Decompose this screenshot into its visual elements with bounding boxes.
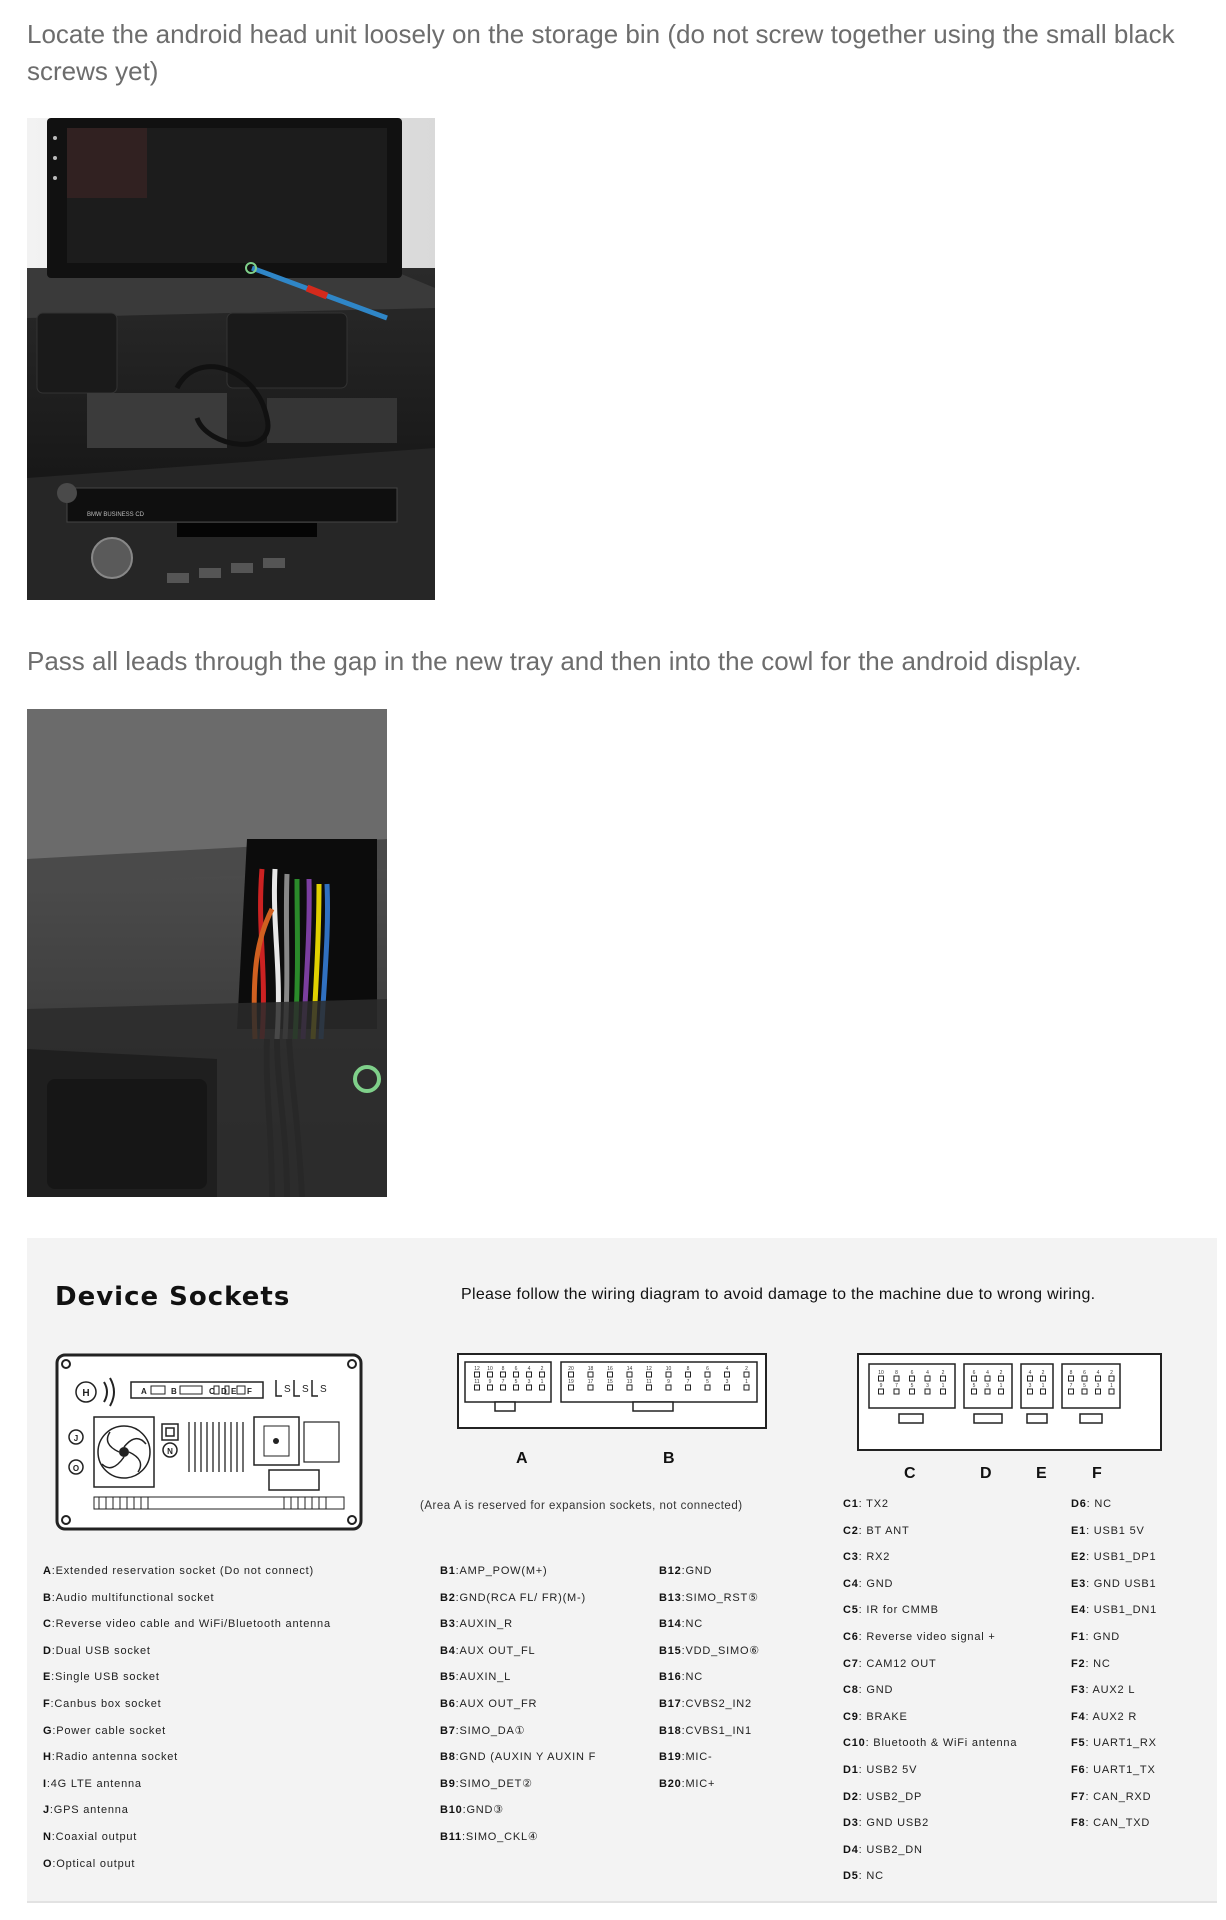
photo-leads-through-tray: [27, 709, 387, 1197]
pin-number: 4: [527, 1366, 531, 1372]
socket-letter-b: B: [663, 1450, 675, 1467]
def-pin-text: : NC: [1085, 1657, 1111, 1670]
def-pin-key: F8: [1071, 1817, 1086, 1830]
cd-pin-text: : GND: [858, 1684, 894, 1697]
unit-label-h: H: [82, 1388, 90, 1399]
cd-pin-text: : RX2: [858, 1551, 891, 1564]
socket-description-key: F: [43, 1697, 51, 1710]
pin-number: 5: [972, 1383, 976, 1389]
cd-pin: [843, 1784, 1017, 1811]
def-pin-key: F5: [1071, 1737, 1086, 1750]
cd-pin: [843, 1518, 1017, 1545]
head-unit-rear-diagram: [54, 1352, 364, 1532]
def-pin: [1071, 1677, 1157, 1704]
socket-description: [43, 1718, 331, 1745]
pin-number: 5: [1083, 1383, 1086, 1389]
def-pin-key: F4: [1071, 1710, 1086, 1723]
pin-number: 4: [986, 1370, 989, 1376]
pin-number: 7: [895, 1383, 898, 1389]
connector-ab-diagram: [457, 1352, 767, 1432]
cd-pin-key: C6: [843, 1630, 859, 1643]
device-sockets-panel: [27, 1238, 1217, 1903]
b-pin-key: B11: [440, 1830, 462, 1843]
socket-description-key: E: [43, 1671, 52, 1684]
cd-pin: [843, 1730, 1017, 1757]
pin-number: 2: [941, 1370, 945, 1376]
def-pin-key: D6: [1071, 1498, 1087, 1510]
unit-label-b: B: [171, 1387, 177, 1396]
b-pin: [659, 1771, 760, 1798]
def-pin: [1071, 1518, 1157, 1545]
def-pin-key: E4: [1071, 1604, 1087, 1617]
unit-label-c: C: [209, 1387, 215, 1396]
cd-pin-key: C7: [843, 1657, 859, 1670]
b-pins-right-list: [659, 1558, 760, 1797]
b-pin-key: B3: [440, 1618, 456, 1631]
b-pin: [440, 1638, 596, 1665]
pin-number: 7: [1069, 1383, 1073, 1389]
pin-number: 1: [540, 1379, 544, 1385]
socket-description-key: I: [43, 1777, 47, 1790]
b-pin-text: :AUXIN_R: [455, 1618, 513, 1631]
b-pin-text: :AUX OUT_FR: [455, 1697, 538, 1710]
socket-description-text: :Canbus box socket: [50, 1697, 162, 1710]
unit-label-e: E: [231, 1387, 237, 1396]
cd-pin-text: : Reverse video signal +: [858, 1630, 996, 1643]
b-pin-key: B9: [440, 1777, 456, 1790]
b-pin-text: :SIMO_RST⑤: [681, 1591, 759, 1604]
socket-description-text: :Extended reservation socket (Do not connect): [51, 1565, 314, 1577]
svg-text:S: S: [302, 1384, 309, 1395]
pin-number: 3: [1096, 1383, 1100, 1389]
cd-pin-text: : USB2_DP: [858, 1790, 923, 1803]
def-pin: [1071, 1704, 1157, 1731]
socket-description: [43, 1585, 331, 1612]
cd-pin: [843, 1651, 1017, 1678]
socket-description-text: :Coaxial output: [51, 1830, 138, 1843]
pin-number: 9: [879, 1383, 883, 1389]
b-pin-key: B19: [659, 1751, 682, 1764]
def-pin-key: F1: [1071, 1630, 1086, 1643]
pin-number: 1: [1110, 1383, 1113, 1389]
cd-pin-text: : BT ANT: [858, 1524, 910, 1537]
cd-pin-text: : NC: [858, 1870, 884, 1883]
socket-description-key: N: [43, 1830, 52, 1843]
def-pin: [1071, 1757, 1157, 1784]
pin-number: 2: [1041, 1370, 1045, 1376]
pin-number: 4: [926, 1370, 929, 1376]
b-pin-text: :MIC-: [681, 1751, 713, 1764]
pin-number: 11: [474, 1379, 480, 1385]
socket-description: [43, 1638, 331, 1665]
pin-number: 6: [1083, 1370, 1086, 1376]
pin-number: 12: [646, 1366, 652, 1372]
b-pin-key: B1: [440, 1565, 456, 1577]
cd-pin-key: C9: [843, 1710, 859, 1723]
radio-brand-text: BMW BUSINESS CD: [87, 512, 145, 518]
cd-pin-key: C1: [843, 1498, 859, 1510]
b-pin-text: :SIMO_CKL④: [461, 1830, 539, 1843]
socket-description-key: D: [43, 1644, 52, 1657]
pin-number: 2: [1110, 1370, 1113, 1376]
socket-description: [43, 1691, 331, 1718]
b-pin: [659, 1691, 760, 1718]
cd-pin-text: : USB2 5V: [858, 1763, 918, 1776]
pin-number: 18: [587, 1366, 594, 1372]
pin-number: 2: [745, 1366, 748, 1372]
cd-pin-key: C2: [843, 1524, 859, 1537]
cd-pin: [843, 1491, 1017, 1518]
b-pin-text: :AUXIN_L: [455, 1671, 511, 1684]
pin-number: 5: [706, 1379, 709, 1385]
connector-cdef-diagram: [857, 1352, 1162, 1452]
def-pin-text: : UART1_TX: [1085, 1763, 1156, 1776]
b-pin: [440, 1664, 596, 1691]
def-pin: [1071, 1730, 1157, 1757]
pin-number: 4: [1096, 1370, 1100, 1376]
pin-number: 14: [626, 1366, 633, 1372]
pin-number: 1: [1041, 1383, 1045, 1389]
pin-number: 7: [501, 1379, 505, 1385]
socket-description-text: :Power cable socket: [52, 1724, 166, 1737]
pin-number: 8: [1069, 1370, 1073, 1376]
b-pin: [659, 1638, 760, 1665]
socket-description: [43, 1664, 331, 1691]
b-pin-key: B5: [440, 1671, 456, 1684]
socket-description-key: J: [43, 1804, 50, 1817]
socket-letter-e: E: [1036, 1465, 1047, 1482]
unit-label-a: A: [141, 1387, 147, 1396]
b-pin: [440, 1691, 596, 1718]
svg-text:S: S: [320, 1384, 327, 1395]
b-pin-key: B4: [440, 1644, 456, 1657]
pin-number: 1: [745, 1379, 748, 1385]
b-pin-key: B14: [659, 1618, 682, 1631]
cd-pin-key: D4: [843, 1843, 859, 1856]
pin-number: 10: [487, 1366, 493, 1372]
pin-number: 3: [527, 1379, 531, 1385]
b-pin-key: B13: [659, 1591, 682, 1604]
pin-number: 7: [686, 1379, 690, 1385]
b-pin: [440, 1797, 596, 1824]
b-pin: [440, 1824, 596, 1851]
socket-descriptions-list: [43, 1558, 331, 1877]
def-pin-key: F7: [1071, 1790, 1086, 1803]
cd-pin-text: : GND USB2: [858, 1817, 930, 1830]
def-pin-text: : AUX2 R: [1085, 1710, 1138, 1723]
cd-pin: [843, 1624, 1017, 1651]
def-pin: [1071, 1491, 1157, 1518]
def-pin-text: : USB1 5V: [1086, 1524, 1145, 1537]
pin-number: 5: [910, 1383, 914, 1389]
panel-title: Device Sockets: [55, 1282, 291, 1312]
cd-pin: [843, 1571, 1017, 1598]
socket-description-key: G: [43, 1724, 53, 1737]
photo-head-unit-on-storage-bin: [27, 118, 435, 600]
pin-number: 6: [972, 1370, 976, 1376]
cd-pin-key: C8: [843, 1684, 859, 1697]
b-pin-text: :CVBS1_IN1: [681, 1724, 752, 1737]
cd-pin: [843, 1597, 1017, 1624]
def-pin: [1071, 1624, 1157, 1651]
socket-letter-d: D: [980, 1465, 992, 1482]
b-pin: [659, 1744, 760, 1771]
pin-number: 8: [686, 1366, 690, 1372]
b-pin: [440, 1611, 596, 1638]
socket-description: [43, 1611, 331, 1638]
pin-number: 12: [474, 1366, 480, 1372]
socket-description-text: :Dual USB socket: [51, 1644, 151, 1657]
cd-pin-text: : Bluetooth & WiFi antenna: [865, 1737, 1018, 1750]
cd-pin-text: : TX2: [858, 1498, 889, 1510]
cd-pin: [843, 1757, 1017, 1784]
instruction-locate: Locate the android head unit loosely on the storage bin (do not screw together using the small black screws yet): [27, 19, 1175, 86]
connector-e: [1021, 1364, 1053, 1408]
def-pin-key: E3: [1071, 1577, 1087, 1590]
b-pin-key: B8: [440, 1751, 456, 1764]
def-pin: [1071, 1544, 1157, 1571]
socket-description-key: C: [43, 1618, 52, 1631]
b-pin: [440, 1771, 596, 1798]
def-pin: [1071, 1597, 1157, 1624]
def-pin-text: : UART1_RX: [1085, 1737, 1157, 1750]
pin-number: 6: [910, 1370, 914, 1376]
unit-label-j: J: [73, 1434, 79, 1443]
b-pin-text: :CVBS2_IN2: [681, 1697, 752, 1710]
b-pin: [659, 1664, 760, 1691]
svg-text:S: S: [284, 1384, 291, 1395]
def-pin-text: : USB1_DN1: [1086, 1604, 1158, 1617]
b-pin: [659, 1585, 760, 1612]
socket-letter-f: F: [1092, 1465, 1102, 1482]
cd-pin: [843, 1810, 1017, 1837]
pin-number: 15: [607, 1379, 613, 1385]
def-pin-text: : CAN_RXD: [1085, 1790, 1152, 1803]
socket-description-text: :GPS antenna: [49, 1804, 129, 1817]
b-pin: [659, 1611, 760, 1638]
pin-number: 3: [986, 1383, 989, 1389]
pin-number: 8: [895, 1370, 898, 1376]
b-pin-text: :GND (AUXIN Y AUXIN F: [455, 1751, 597, 1764]
def-pin: [1071, 1571, 1157, 1598]
pin-number: 9: [488, 1379, 492, 1385]
pin-number: 2: [540, 1366, 544, 1372]
pin-number: 19: [568, 1379, 574, 1385]
pin-number: 3: [1028, 1383, 1032, 1389]
b-pin-key: B2: [440, 1591, 456, 1604]
def-pin-text: : GND USB1: [1086, 1577, 1157, 1590]
b-pin-text: :SIMO_DET②: [455, 1777, 533, 1790]
b-pins-left-list: [440, 1558, 596, 1851]
socket-description: [43, 1744, 331, 1771]
cd-pin-text: : CAM12 OUT: [858, 1657, 937, 1670]
instruction-pass-leads: Pass all leads through the gap in the new tray and then into the cowl for the android display.: [27, 646, 1082, 676]
pin-number: 4: [725, 1366, 729, 1372]
b-pin: [659, 1558, 760, 1585]
pin-number: 6: [706, 1366, 709, 1372]
def-pin-key: F3: [1071, 1684, 1086, 1697]
pin-number: 4: [1028, 1370, 1032, 1376]
b-pin-text: :SIMO_DA①: [455, 1724, 526, 1737]
unit-label-o: O: [72, 1464, 80, 1473]
cd-pin-key: C4: [843, 1577, 859, 1590]
cd-pin-text: : BRAKE: [858, 1710, 908, 1723]
unit-label-f: F: [247, 1387, 252, 1396]
cd-pin: [843, 1677, 1017, 1704]
socket-letter-a: A: [516, 1450, 528, 1467]
cd-pins-list: [843, 1491, 1017, 1890]
cd-pin: [843, 1704, 1017, 1731]
socket-description-text: :4G LTE antenna: [46, 1777, 142, 1790]
b-pin: [440, 1585, 596, 1612]
wiring-warning: Please follow the wiring diagram to avoid damage to the machine due to wrong wiring.: [461, 1286, 1096, 1303]
pin-number: 1: [999, 1383, 1003, 1389]
pin-number: 17: [587, 1379, 594, 1385]
pin-number: 3: [926, 1383, 929, 1389]
socket-description: [43, 1771, 331, 1798]
pin-number: 16: [607, 1366, 613, 1372]
socket-description: [43, 1824, 331, 1851]
cd-pin-text: : USB2_DN: [858, 1843, 923, 1856]
b-pin-text: :AMP_POW(M+): [455, 1565, 548, 1577]
socket-description-text: :Optical output: [52, 1857, 136, 1870]
b-pin-text: :AUX OUT_FL: [455, 1644, 536, 1657]
socket-description-text: :Reverse video cable and WiFi/Bluetooth antenna: [51, 1618, 331, 1631]
b-pin: [440, 1718, 596, 1745]
cd-pin-key: C5: [843, 1604, 859, 1617]
b-pin-key: B18: [659, 1724, 682, 1737]
def-pin-key: F6: [1071, 1763, 1086, 1776]
socket-description-key: B: [43, 1591, 52, 1604]
def-pin: [1071, 1784, 1157, 1811]
b-pin-text: :NC: [681, 1618, 703, 1631]
def-pin-text: : AUX2 L: [1085, 1684, 1136, 1697]
def-pin-text: : GND: [1085, 1630, 1120, 1643]
def-pins-list: [1071, 1491, 1157, 1837]
b-pin: [440, 1744, 596, 1771]
cd-pin-key: C3: [843, 1551, 859, 1564]
area-a-note: (Area A is reserved for expansion sockets, not connected): [420, 1500, 743, 1512]
b-pin-text: :VDD_SIMO⑥: [681, 1644, 760, 1657]
b-pin-key: B15: [659, 1644, 682, 1657]
b-pin-key: B7: [440, 1724, 456, 1737]
def-pin: [1071, 1810, 1157, 1837]
socket-description-key: O: [43, 1857, 53, 1870]
b-pin-key: B16: [659, 1671, 682, 1684]
cd-pin-text: : IR for CMMB: [858, 1604, 939, 1617]
socket-description: [43, 1851, 331, 1878]
cd-pin-key: D3: [843, 1817, 859, 1830]
def-pin-key: E1: [1071, 1524, 1087, 1537]
b-pin-key: B6: [440, 1697, 456, 1710]
pin-number: 2: [999, 1370, 1003, 1376]
cd-pin: [843, 1863, 1017, 1890]
pin-number: 3: [725, 1379, 729, 1385]
cd-pin-key: D1: [843, 1763, 859, 1776]
pin-number: 10: [665, 1366, 672, 1372]
def-pin-key: F2: [1071, 1657, 1086, 1670]
cd-pin-text: : GND: [858, 1577, 894, 1590]
pin-number: 11: [646, 1379, 652, 1385]
b-pin-text: :GND③: [462, 1804, 504, 1817]
pin-number: 10: [878, 1370, 884, 1376]
b-pin-key: B20: [659, 1777, 682, 1790]
pin-number: 5: [514, 1379, 518, 1385]
def-pin-text: : USB1_DP1: [1086, 1551, 1157, 1564]
def-pin-key: E2: [1071, 1551, 1087, 1564]
pin-number: 9: [667, 1379, 670, 1385]
def-pin: [1071, 1651, 1157, 1678]
cd-pin: [843, 1837, 1017, 1864]
unit-label-n: N: [167, 1447, 173, 1456]
socket-letter-c: C: [904, 1465, 916, 1482]
b-pin-text: :GND: [681, 1565, 713, 1577]
socket-description-text: :Radio antenna socket: [51, 1751, 179, 1764]
b-pin: [440, 1558, 596, 1585]
cd-pin-key: D5: [843, 1870, 859, 1883]
socket-description: [43, 1558, 331, 1585]
b-pin-key: B12: [659, 1565, 682, 1577]
b-pin-text: :GND(RCA FL/ FR)(M-): [455, 1591, 586, 1604]
pin-number: 8: [501, 1366, 505, 1372]
cd-pin: [843, 1544, 1017, 1571]
b-pin-key: B10: [440, 1804, 463, 1817]
def-pin-text: : CAN_TXD: [1085, 1817, 1151, 1830]
def-pin-text: : NC: [1086, 1498, 1112, 1510]
socket-description-text: :Audio multifunctional socket: [51, 1591, 215, 1604]
pin-number: 20: [568, 1366, 574, 1372]
pin-number: 13: [626, 1379, 633, 1385]
unit-label-d: D: [221, 1387, 227, 1396]
cd-pin-key: C10: [843, 1737, 866, 1750]
socket-description-key: H: [43, 1751, 52, 1764]
socket-description: [43, 1797, 331, 1824]
socket-description-text: :Single USB socket: [51, 1671, 160, 1684]
b-pin-key: B17: [659, 1697, 682, 1710]
b-pin: [659, 1718, 760, 1745]
pin-number: 1: [941, 1383, 945, 1389]
cd-pin-key: D2: [843, 1790, 859, 1803]
b-pin-text: :MIC+: [681, 1777, 716, 1790]
b-pin-text: :NC: [681, 1671, 703, 1684]
socket-description-key: A: [43, 1565, 52, 1577]
pin-number: 6: [514, 1366, 518, 1372]
